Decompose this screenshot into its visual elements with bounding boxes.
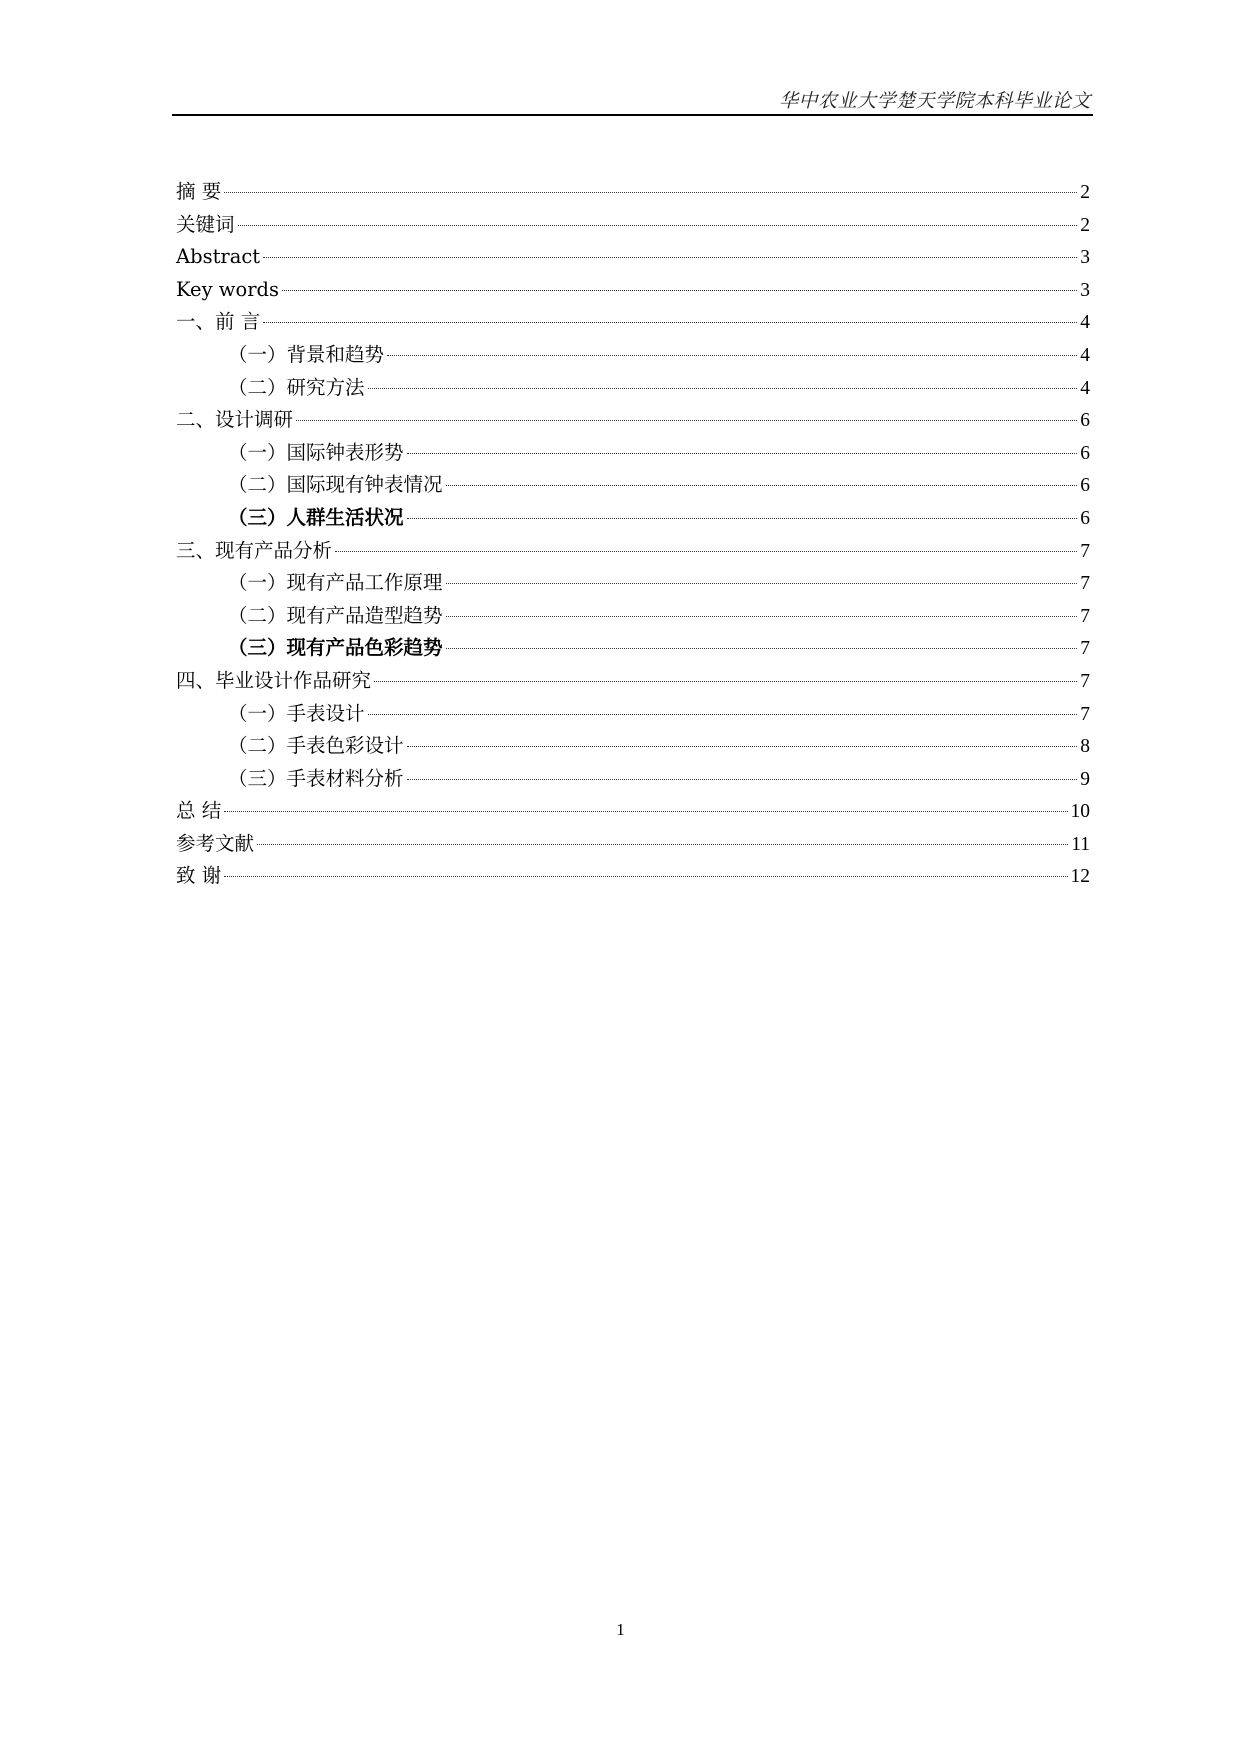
toc-leader-dots [368,714,1078,715]
toc-entry[interactable] [176,404,1090,437]
toc-leader-dots [224,876,1067,877]
toc-entry-title: 摘 要 [176,180,222,203]
toc-entry-title: 致 谢 [176,864,222,888]
toc-leader-dots [374,681,1077,682]
toc-entry[interactable] [176,763,1090,796]
toc-entry-title: 总 结 [176,799,222,823]
toc-entry-page: 6 [1080,475,1090,497]
toc-entry[interactable] [176,665,1090,698]
toc-leader-dots [224,811,1067,812]
toc-entry[interactable] [176,339,1090,372]
toc-entry-title: 一、前 言 [176,310,261,334]
toc-leader-dots [446,583,1078,584]
toc-leader-dots [387,355,1077,356]
toc-entry[interactable] [176,535,1090,568]
toc-entry-page: 7 [1080,573,1090,595]
toc-entry-title: 关键词 [176,212,235,236]
page-number: 1 [616,1620,625,1639]
toc-entry[interactable] [176,632,1090,665]
toc-leader-dots [263,322,1077,323]
toc-leader-dots [446,648,1078,649]
toc-entry-page: 4 [1080,344,1090,366]
toc-entry[interactable] [176,372,1090,405]
toc-entry-title: Key words [176,277,280,301]
toc-entry-title: Abstract [176,245,261,269]
toc-leader-dots [407,518,1078,519]
toc-leader-dots [446,616,1078,617]
toc-entry[interactable] [176,176,1090,209]
page-header [172,84,1093,116]
toc-entry-title: （一）现有产品工作原理 [228,571,443,595]
toc-entry-page: 3 [1080,247,1090,269]
toc-leader-dots [407,779,1078,780]
toc-entry-page: 2 [1080,214,1090,236]
toc-entry-page: 8 [1080,736,1090,758]
toc-entry-page: 6 [1080,507,1090,529]
toc-leader-dots [238,225,1078,226]
toc-entry-page: 6 [1080,410,1090,432]
toc-entry-title: （一）手表设计 [228,701,365,725]
toc-entry[interactable] [176,698,1090,731]
toc-entry-page: 7 [1080,670,1090,692]
toc-entry-title: （二）国际现有钟表情况 [228,473,443,497]
toc-entry[interactable] [176,795,1090,828]
toc-entry-title: （二）手表色彩设计 [228,734,404,758]
toc-entry[interactable] [176,860,1090,893]
toc-leader-dots [263,257,1077,258]
toc-entry-title: （二）现有产品造型趋势 [228,603,443,627]
toc-entry-title: 三、现有产品分析 [176,538,333,562]
toc-entry-title: （三）人群生活状况 [228,505,404,529]
toc-leader-dots [224,192,1077,193]
toc-entry[interactable] [176,600,1090,633]
toc-entry[interactable] [176,437,1090,470]
toc-entry[interactable] [176,828,1090,861]
toc-leader-dots [282,290,1077,291]
toc-entry-page: 10 [1070,801,1090,823]
toc-entry-title: （一）国际钟表形势 [228,440,404,464]
toc-entry-title: （三）现有产品色彩趋势 [228,636,443,660]
toc-entry-page: 4 [1080,312,1090,334]
toc-entry-page: 6 [1080,442,1090,464]
toc-entry-page: 4 [1080,377,1090,399]
toc-entry-page: 9 [1080,768,1090,790]
toc-entry-title: 四、毕业设计作品研究 [176,668,372,692]
toc-entry[interactable] [176,274,1090,307]
toc-entry-page: 12 [1070,866,1090,888]
toc-entry[interactable] [176,730,1090,763]
toc-entry[interactable] [176,209,1090,242]
toc-entry-title: 参考文献 [176,831,255,855]
header-title: 华中农业大学楚天学院本科毕业论文 [778,90,1091,112]
toc-entry-page: 7 [1080,605,1090,627]
toc-leader-dots [446,485,1078,486]
toc-entry-title: （三）手表材料分析 [228,766,404,790]
toc-entry-page: 7 [1080,638,1090,660]
toc-entry-page: 11 [1071,833,1090,855]
toc-entry[interactable] [176,567,1090,600]
table-of-contents [176,176,1090,893]
toc-leader-dots [257,844,1068,845]
toc-entry[interactable] [176,469,1090,502]
toc-entry-page: 2 [1080,182,1090,203]
toc-leader-dots [368,388,1078,389]
toc-leader-dots [407,746,1078,747]
toc-entry-title: （二）研究方法 [228,375,365,399]
toc-entry-title: 二、设计调研 [176,408,294,432]
toc-entry[interactable] [176,241,1090,274]
toc-leader-dots [407,453,1078,454]
toc-entry-page: 3 [1080,279,1090,301]
toc-entry[interactable] [176,306,1090,339]
toc-entry-page: 7 [1080,540,1090,562]
toc-entry-title: （一）背景和趋势 [228,342,385,366]
toc-leader-dots [296,420,1077,421]
toc-entry[interactable] [176,502,1090,535]
toc-leader-dots [335,551,1077,552]
toc-entry-page: 7 [1080,703,1090,725]
